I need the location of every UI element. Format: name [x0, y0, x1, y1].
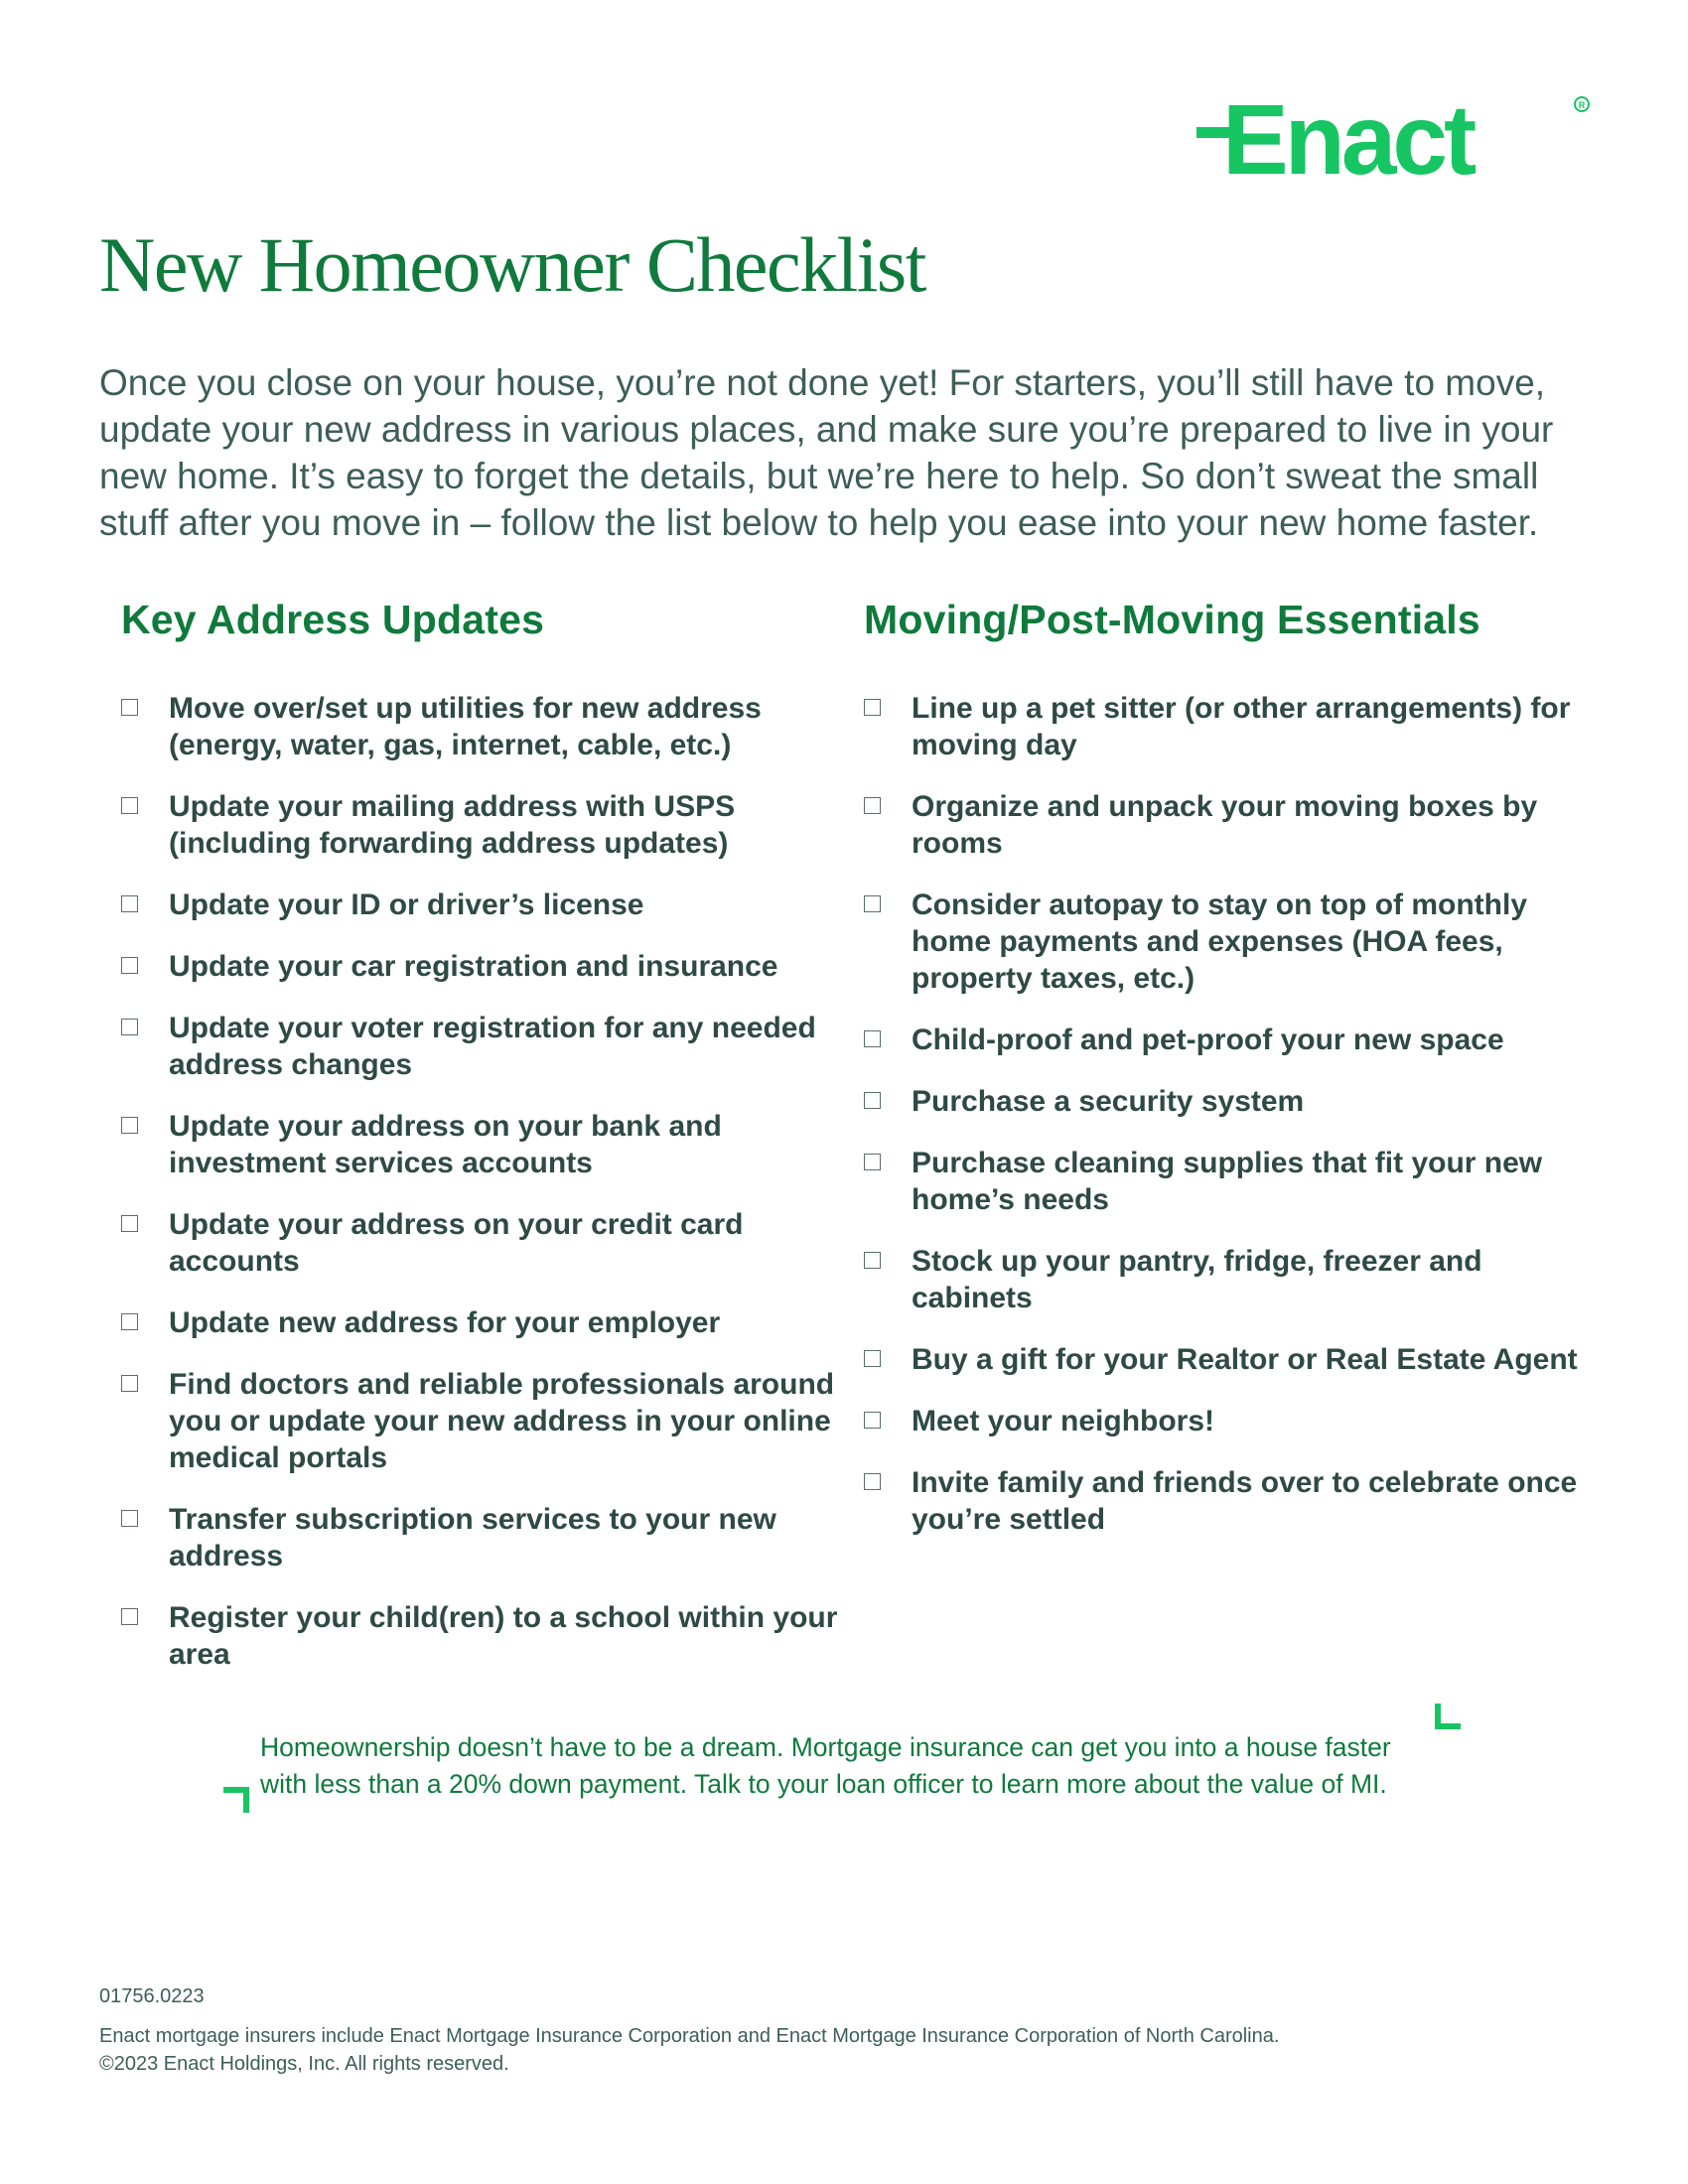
checklist-item	[864, 1243, 1599, 1316]
logo-wordmark: Enact	[1222, 91, 1474, 191]
checklist-item-text: Line up a pet sitter (or other arrangements) for moving day	[912, 692, 1571, 762]
checklist-item	[121, 1501, 846, 1574]
mortgage-insurance-callout: Homeownership doesn’t have to be a dream. Mortgage insurance can get you into a house faster with less than a 20% down payment. Talk to your loan officer to learn more about the value of MI.	[260, 1732, 1391, 1799]
checkbox-icon[interactable]	[864, 895, 881, 912]
checklist-item	[121, 948, 846, 985]
checklist-item-text: Move over/set up utilities for new address (energy, water, gas, internet, cable, etc.)	[169, 692, 762, 762]
checklist-item	[864, 690, 1599, 763]
checkbox-icon[interactable]	[121, 699, 138, 716]
checkbox-icon[interactable]	[864, 1092, 881, 1109]
checklist-item-text: Update your address on your bank and investment services accounts	[169, 1110, 722, 1180]
checklist-item	[864, 1464, 1599, 1538]
checkbox-icon[interactable]	[121, 895, 138, 912]
checklist-item	[864, 1083, 1599, 1120]
checklist-item-text: Update new address for your employer	[169, 1306, 721, 1340]
checklist-item	[121, 690, 846, 763]
checkbox-icon[interactable]	[864, 1473, 881, 1490]
checklist-item	[864, 1022, 1599, 1058]
checklist-item	[121, 788, 846, 862]
checklist-item-text: Register your child(ren) to a school within your area	[169, 1601, 838, 1672]
page-title: New Homeowner Checklist	[99, 221, 925, 308]
checklist-item	[121, 1599, 846, 1673]
checklist-item	[864, 1403, 1599, 1439]
checkbox-icon[interactable]	[121, 1313, 138, 1330]
section-heading-right: Moving/Post-Moving Essentials	[864, 597, 1480, 642]
checklist-item-text: Find doctors and reliable professionals around you or update your new address in your online medical portals	[169, 1368, 835, 1475]
checkbox-icon[interactable]	[864, 1412, 881, 1429]
checklist-item	[864, 1145, 1599, 1218]
checklist-item-text: Meet your neighbors!	[912, 1405, 1215, 1438]
checklist-item-text: Consider autopay to stay on top of monthly home payments and expenses (HOA fees, property taxes, etc.)	[912, 888, 1528, 996]
checkbox-icon[interactable]	[864, 1154, 881, 1170]
checkbox-icon[interactable]	[121, 797, 138, 814]
intro-paragraph: Once you close on your house, you’re not done yet! For starters, you’ll still have to move, update your new address in various places, and make sure you’re prepared to live in your new home. It’s easy to forget the details, but we’re here to help. So don’t sweat the small stuff after you move in – follow the list below to help you ease into your new home faster.	[99, 362, 1554, 543]
checklist-item	[864, 887, 1599, 997]
checklist-item-text: Stock up your pantry, fridge, freezer and cabinets	[912, 1245, 1482, 1315]
copyright-line: ©2023 Enact Holdings, Inc. All rights reserved.	[99, 2053, 509, 2075]
checklist-item	[121, 1304, 846, 1341]
checkbox-icon[interactable]	[864, 699, 881, 716]
checkbox-icon[interactable]	[864, 1350, 881, 1367]
checklist-left	[121, 690, 846, 1673]
checkbox-icon[interactable]	[864, 1030, 881, 1047]
checklist-right	[864, 690, 1599, 1538]
checklist-item-text: Invite family and friends over to celebrate once you’re settled	[912, 1466, 1578, 1537]
checklist-item-text: Purchase a security system	[912, 1085, 1305, 1119]
key-address-updates-section	[121, 596, 846, 1698]
checkbox-icon[interactable]	[121, 1019, 138, 1035]
document-id: 01756.0223	[99, 1985, 205, 2007]
checklist-item-text: Child-proof and pet-proof your new space	[912, 1024, 1504, 1057]
corner-bracket-icon	[1435, 1704, 1461, 1729]
checkbox-icon[interactable]	[864, 1252, 881, 1269]
checkbox-icon[interactable]	[121, 1215, 138, 1232]
checklist-item	[121, 1108, 846, 1181]
checkbox-icon[interactable]	[121, 957, 138, 974]
checklist-item-text: Update your mailing address with USPS (including forwarding address updates)	[169, 790, 736, 861]
checklist-item	[121, 887, 846, 923]
svg-text:R: R	[1578, 100, 1586, 110]
checkbox-icon[interactable]	[121, 1375, 138, 1392]
checklist-item-text: Update your ID or driver’s license	[169, 888, 644, 922]
checklist-item	[121, 1010, 846, 1083]
corner-bracket-icon	[223, 1787, 249, 1813]
checklist-item-text: Update your car registration and insurance	[169, 950, 778, 984]
checklist-item	[864, 788, 1599, 862]
moving-essentials-section	[864, 596, 1599, 1563]
checklist-item-text: Transfer subscription services to your new address	[169, 1503, 776, 1573]
checklist-item-text: Organize and unpack your moving boxes by rooms	[912, 790, 1538, 861]
legal-disclaimer	[99, 2022, 1589, 2078]
checklist-item	[121, 1366, 846, 1476]
checkbox-icon[interactable]	[121, 1117, 138, 1134]
enact-logo	[1196, 91, 1594, 191]
checklist-item-text: Buy a gift for your Realtor or Real Estate Agent	[912, 1343, 1578, 1377]
checklist-item	[864, 1341, 1599, 1378]
checkbox-icon[interactable]	[121, 1510, 138, 1527]
checkbox-icon[interactable]	[864, 797, 881, 814]
legal-line: Enact mortgage insurers include Enact Mortgage Insurance Corporation and Enact Mortgage Insurance Corporation of North Carolina.	[99, 2025, 1280, 2047]
section-heading-left: Key Address Updates	[121, 597, 545, 642]
checklist-item-text: Update your voter registration for any needed address changes	[169, 1012, 816, 1082]
checklist-item-text: Update your address on your credit card accounts	[169, 1208, 744, 1279]
checklist-item-text: Purchase cleaning supplies that fit your new home’s needs	[912, 1147, 1543, 1217]
checklist-item	[121, 1206, 846, 1280]
checkbox-icon[interactable]	[121, 1608, 138, 1625]
